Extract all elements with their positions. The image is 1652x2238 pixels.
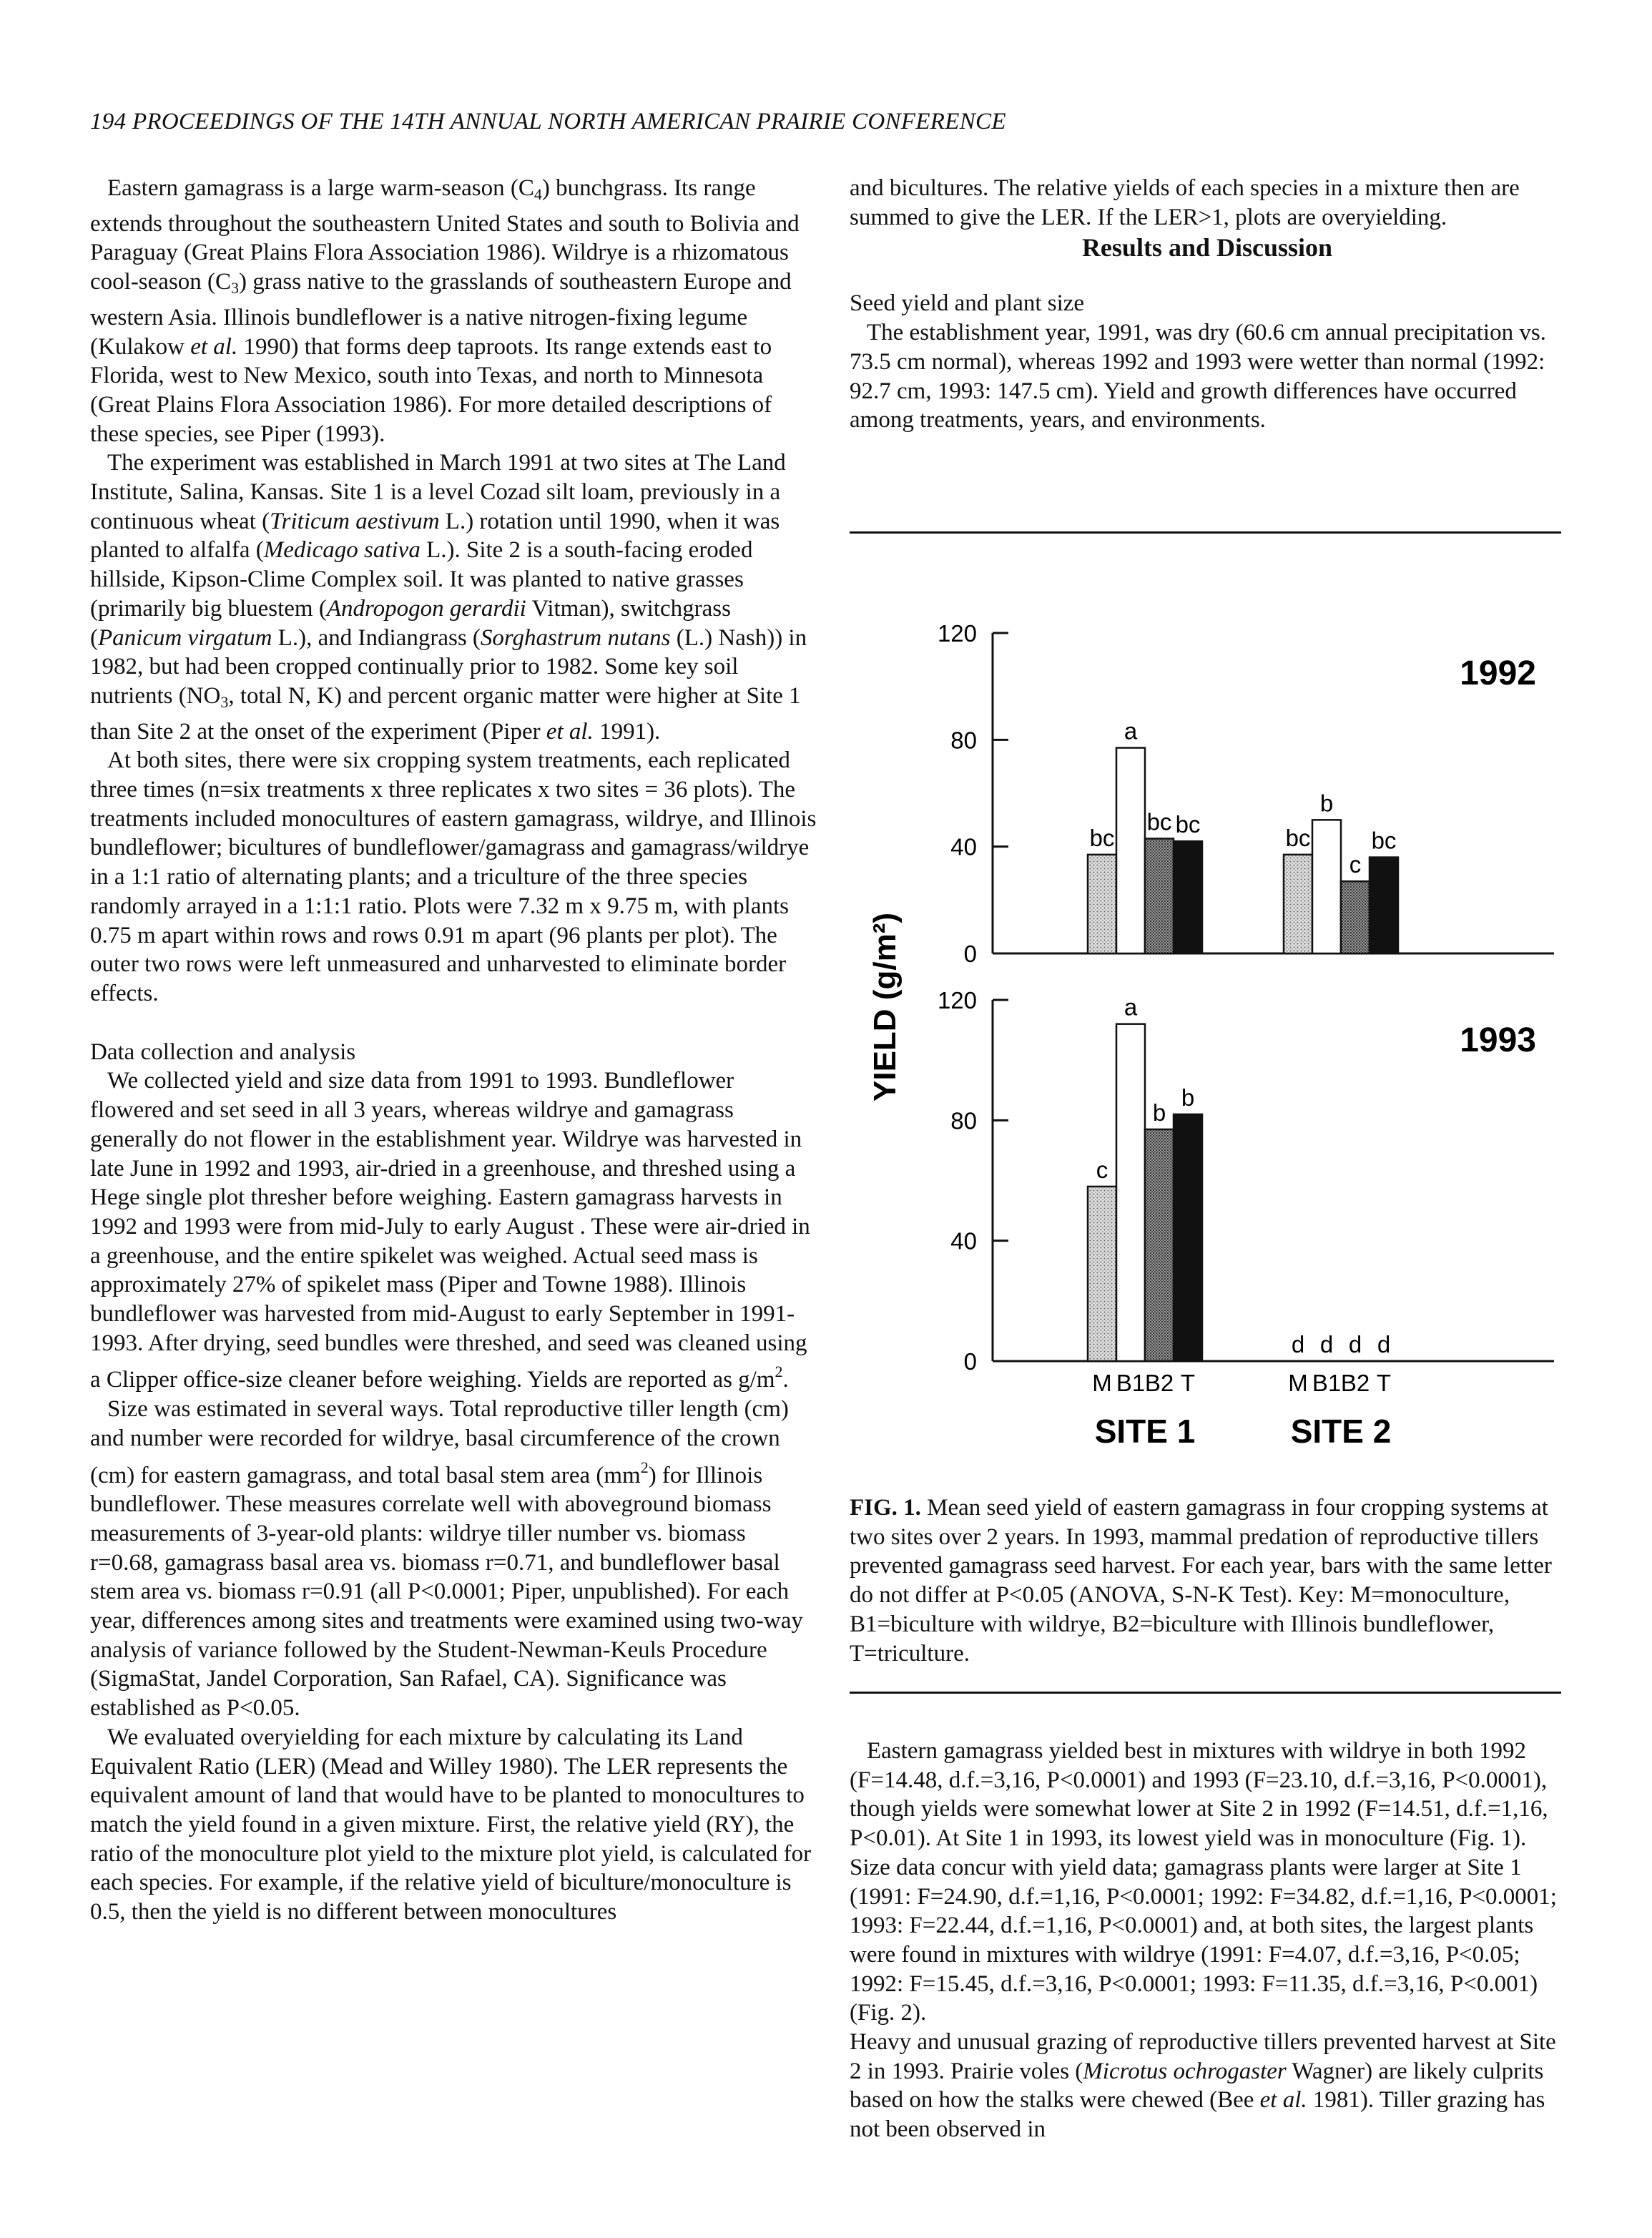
category-label: B1 [1312,1370,1342,1396]
significance-letter: d [1291,1331,1305,1358]
significance-letter: b [1152,1099,1166,1126]
y-axis-title: YIELD (g/m²) [867,913,903,1101]
subheading-seed-yield: Seed yield and plant size [850,290,1085,317]
category-label: B2 [1340,1370,1370,1396]
bar [1088,1187,1116,1361]
significance-letter: a [1124,717,1138,745]
category-label: B1 [1116,1370,1146,1396]
y-tick-label: 0 [963,1348,977,1375]
establishment-paragraph: The establishment year, 1991, was dry (60.6 cm annual precipitation vs. 73.5 cm normal), whereas 1992 and 1993 were wetter than normal (1992: 92.7 cm, 1993: 147.5 cm). Yield and growth differences have occurred among treatments, years, and environments. [850,320,1546,433]
bar [1088,855,1116,953]
y-tick-label: 40 [950,833,977,860]
intro-paragraph: Eastern gamagrass is a large warm-season $(C_4)$ bunchgrass. Its range extends throughout the southeastern United States and south to Bolivia and Paraguay (Great Plains Flora Association 1986). Wildrye is a rhizomatous cool-season $(C_3)$ grass native to the grasslands of southeastern Europe and western Asia. Illinois bundleflower is a native nitrogen-fixing legume (Kulakow et al. 1990) that forms deep taproots. Its range extends east to Florida, west to New Mexico, south into Texas, and north to Minnesota (Great Plains Flora Association 1986). For more detailed descriptions of these species, see Piper (1993). [90,175,800,447]
running-header: 194 PROCEEDINGS OF THE 14TH ANNUAL NORTH AMERICAN PRAIRIE CONFERENCE [90,109,1006,134]
left-column [90,174,820,1927]
size-estimation-paragraph: Size was estimated in several ways. Total reproductive tiller length (cm) and number were recorded for wildrye, basal circumference of the crown (cm) for eastern gamagrass, and total basal stem area $(mm^2)$ for Illinois bundleflower. These measures correlate well with aboveground biomass measurements of 3-year-old plants: wildrye tiller number vs. biomass r=0.68, gamagrass basal area vs. biomass r=0.71, and bundleflower basal stem area vs. biomass r=0.91 (all P<0.0001; Piper, unpublished). For each year, differences among sites and treatments were examined using two-way analysis of variance followed by the Student-Newman-Keuls Procedure (SigmaStat, Jandel Corporation, San Rafael, CA). Significance was established as P<0.05. [90,1396,803,1722]
bar [1116,748,1145,953]
figure-caption: FIG. 1. Mean seed yield of eastern gamagrass in four cropping systems at two sites over 2 years. In 1993, mammal predation of reproductive tillers prevented gamagrass seed harvest. For each year, bars with the same letter do not differ at P<0.05 (ANOVA, S-N-K Test). Key: M=monoculture, B1=biculture with wildrye, B2=biculture with Illinois bundleflower, T=triculture. [850,1495,1552,1667]
yield-bar-chart [850,531,1561,1483]
significance-letter: bc [1175,811,1201,838]
y-tick-label: 120 [937,620,977,647]
bar [1145,1129,1174,1361]
bar [1312,820,1341,953]
significance-letter: bc [1371,827,1397,854]
significance-letter: b [1181,1084,1195,1111]
treatments-paragraph: At both sites, there were six cropping system treatments, each replicated three times (n=six treatments x three replicates x two sites = 36 plots). The treatments included monocultures of eastern gamagrass, wildrye, and Illinois bundleflower; bicultures of bundleflower/gamagrass and gamagrass/wildrye in a 1:1 ratio of alternating plants; and a triculture of the three species randomly arrayed in a 1:1:1 ratio. Plots were 7.32 m x 9.75 m, with plants 0.75 m apart within rows and rows 0.91 m apart (96 plants per plot). The outer two rows were left unmeasured and unharvested to eliminate border effects. [90,747,817,1006]
y-tick-label: 0 [963,941,977,967]
significance-letter: bc [1285,824,1311,851]
right-column-lower [850,1737,1565,2144]
significance-letter: d [1377,1331,1391,1358]
panel-year-label: 1992 [1460,654,1536,692]
significance-letter: d [1348,1331,1362,1358]
category-label: T [1376,1370,1392,1396]
bar [1174,841,1202,953]
significance-letter: bc [1089,824,1115,851]
bar [1341,881,1370,953]
significance-letter: d [1319,1331,1334,1358]
subheading-data-collection: Data collection and analysis [90,1039,356,1065]
grazing-paragraph: Heavy and unusual grazing of reproductive tillers prevented harvest at Site 2 in 1993. Prairie voles (Microtus ochrogaster Wagner) are likely culprits based on how the stalks were chewed (Bee et al. 1981). Tiller grazing has not been observed in [850,2029,1556,2143]
ler-continuation-paragraph: and bicultures. The relative yields of each species in a mixture then are summed to give the LER. If the LER>1, plots are overyielding. [850,175,1520,230]
significance-letter: a [1124,993,1138,1021]
bar [1145,838,1174,953]
significance-letter: b [1319,790,1334,817]
y-tick-label: 40 [950,1227,977,1255]
section-heading-results: Results and Discussion [1081,233,1333,262]
panel-year-label: 1993 [1460,1021,1536,1059]
figure-1 [850,531,1561,1690]
right-column [850,174,1565,435]
significance-letter: c [1349,851,1362,878]
figure-bottom-rule [850,1692,1561,1694]
category-label: M [1092,1370,1112,1396]
y-tick-label: 120 [937,987,977,1014]
bar [1174,1114,1202,1361]
bar [1370,858,1398,953]
experiment-paragraph: The experiment was established in March 1991 at two sites at The Land Institute, Salina, Kansas. Site 1 is a level Cozad silt loam, previously in a continuous wheat (Triticum aestivum L.) rotation until 1990, when it was planted to alfalfa (Medicago sativa L.). Site 2 is a south-facing eroded hillside, Kipson-Clime Complex soil. It was planted to native grasses (primarily big bluestem (Andropogon gerardii Vitman), switchgrass (Panicum virgatum L.), and Indiangrass (Sorghastrum nutans (L.) Nash)) in 1982, but had been cropped continually prior to 1982. Some key soil nutrients ($NO_3$, total N, K) and percent organic matter were higher at Site 1 than Site 2 at the onset of the experiment (Piper et al. 1991). [90,450,807,745]
category-label: T [1180,1370,1196,1396]
category-label: B2 [1144,1370,1174,1396]
significance-letter: bc [1146,808,1172,835]
significance-letter: c [1096,1156,1108,1183]
bar [1116,1024,1145,1361]
bar [1284,855,1312,953]
category-label: M [1288,1370,1308,1396]
site-label: SITE 2 [1290,1413,1392,1450]
data-collection-paragraph: We collected yield and size data from 1991 to 1993. Bundleflower flowered and set seed in all 3 years, whereas wildrye and gamagrass generally do not flower in the establishment year. Wildrye was harvested in late June in 1992 and 1993, air-dried in a greenhouse, and threshed using a Hege single plot thresher before weighing. Eastern gamagrass harvests in 1992 and 1993 were from mid-July to early August . These were air-dried in a greenhouse, and the entire spikelet was weighed. Actual seed mass is approximately 27% of spikelet mass (Piper and Towne 1988). Illinois bundleflower was harvested from mid-August to early September in 1991-1993. After drying, seed bundles were threshed, and seed was cleaned using a Clipper office-size cleaner before weighing. Yields are reported as $g/m^2$. [90,1068,810,1393]
y-tick-label: 80 [950,1107,977,1134]
y-tick-label: 80 [950,727,977,754]
results-paragraph: Eastern gamagrass yielded best in mixtures with wildrye in both 1992 (F=14.48, d.f.=3,16, P<0.0001) and 1993 (F=23.10, d.f.=3,16, P<0.0001), though yields were somewhat lower at Site 2 in 1992 (F=14.51, d.f.=1,16, P<0.01). At Site 1 in 1993, its lowest yield was in monoculture (Fig. 1). Size data concur with yield data; gamagrass plants were larger at Site 1 (1991: F=24.90, d.f.=1,16, P<0.0001; 1992: F=34.82, d.f.=1,16, P<0.0001; 1993: F=22.44, d.f.=1,16, P<0.0001) and, at both sites, the largest plants were found in mixtures with wildrye (1991: F=4.07, d.f.=3,16, P<0.05; 1992: F=15.45, d.f.=3,16, P<0.0001; 1993: F=11.35, d.f.=3,16, P<0.001) (Fig. 2). [850,1738,1557,2026]
ler-paragraph: We evaluated overyielding for each mixture by calculating its Land Equivalent Ratio (LER) (Mead and Willey 1980). The LER represents the equivalent amount of land that would have to be planted to monocultures to match the yield found in a given mixture. First, the relative yield (RY), the ratio of the monoculture plot yield to the mixture plot yield, is calculated for each species. For example, if the relative yield of biculture/monoculture is 0.5, then the yield is no different between monocultures [90,1724,812,1925]
site-label: SITE 1 [1094,1413,1196,1450]
